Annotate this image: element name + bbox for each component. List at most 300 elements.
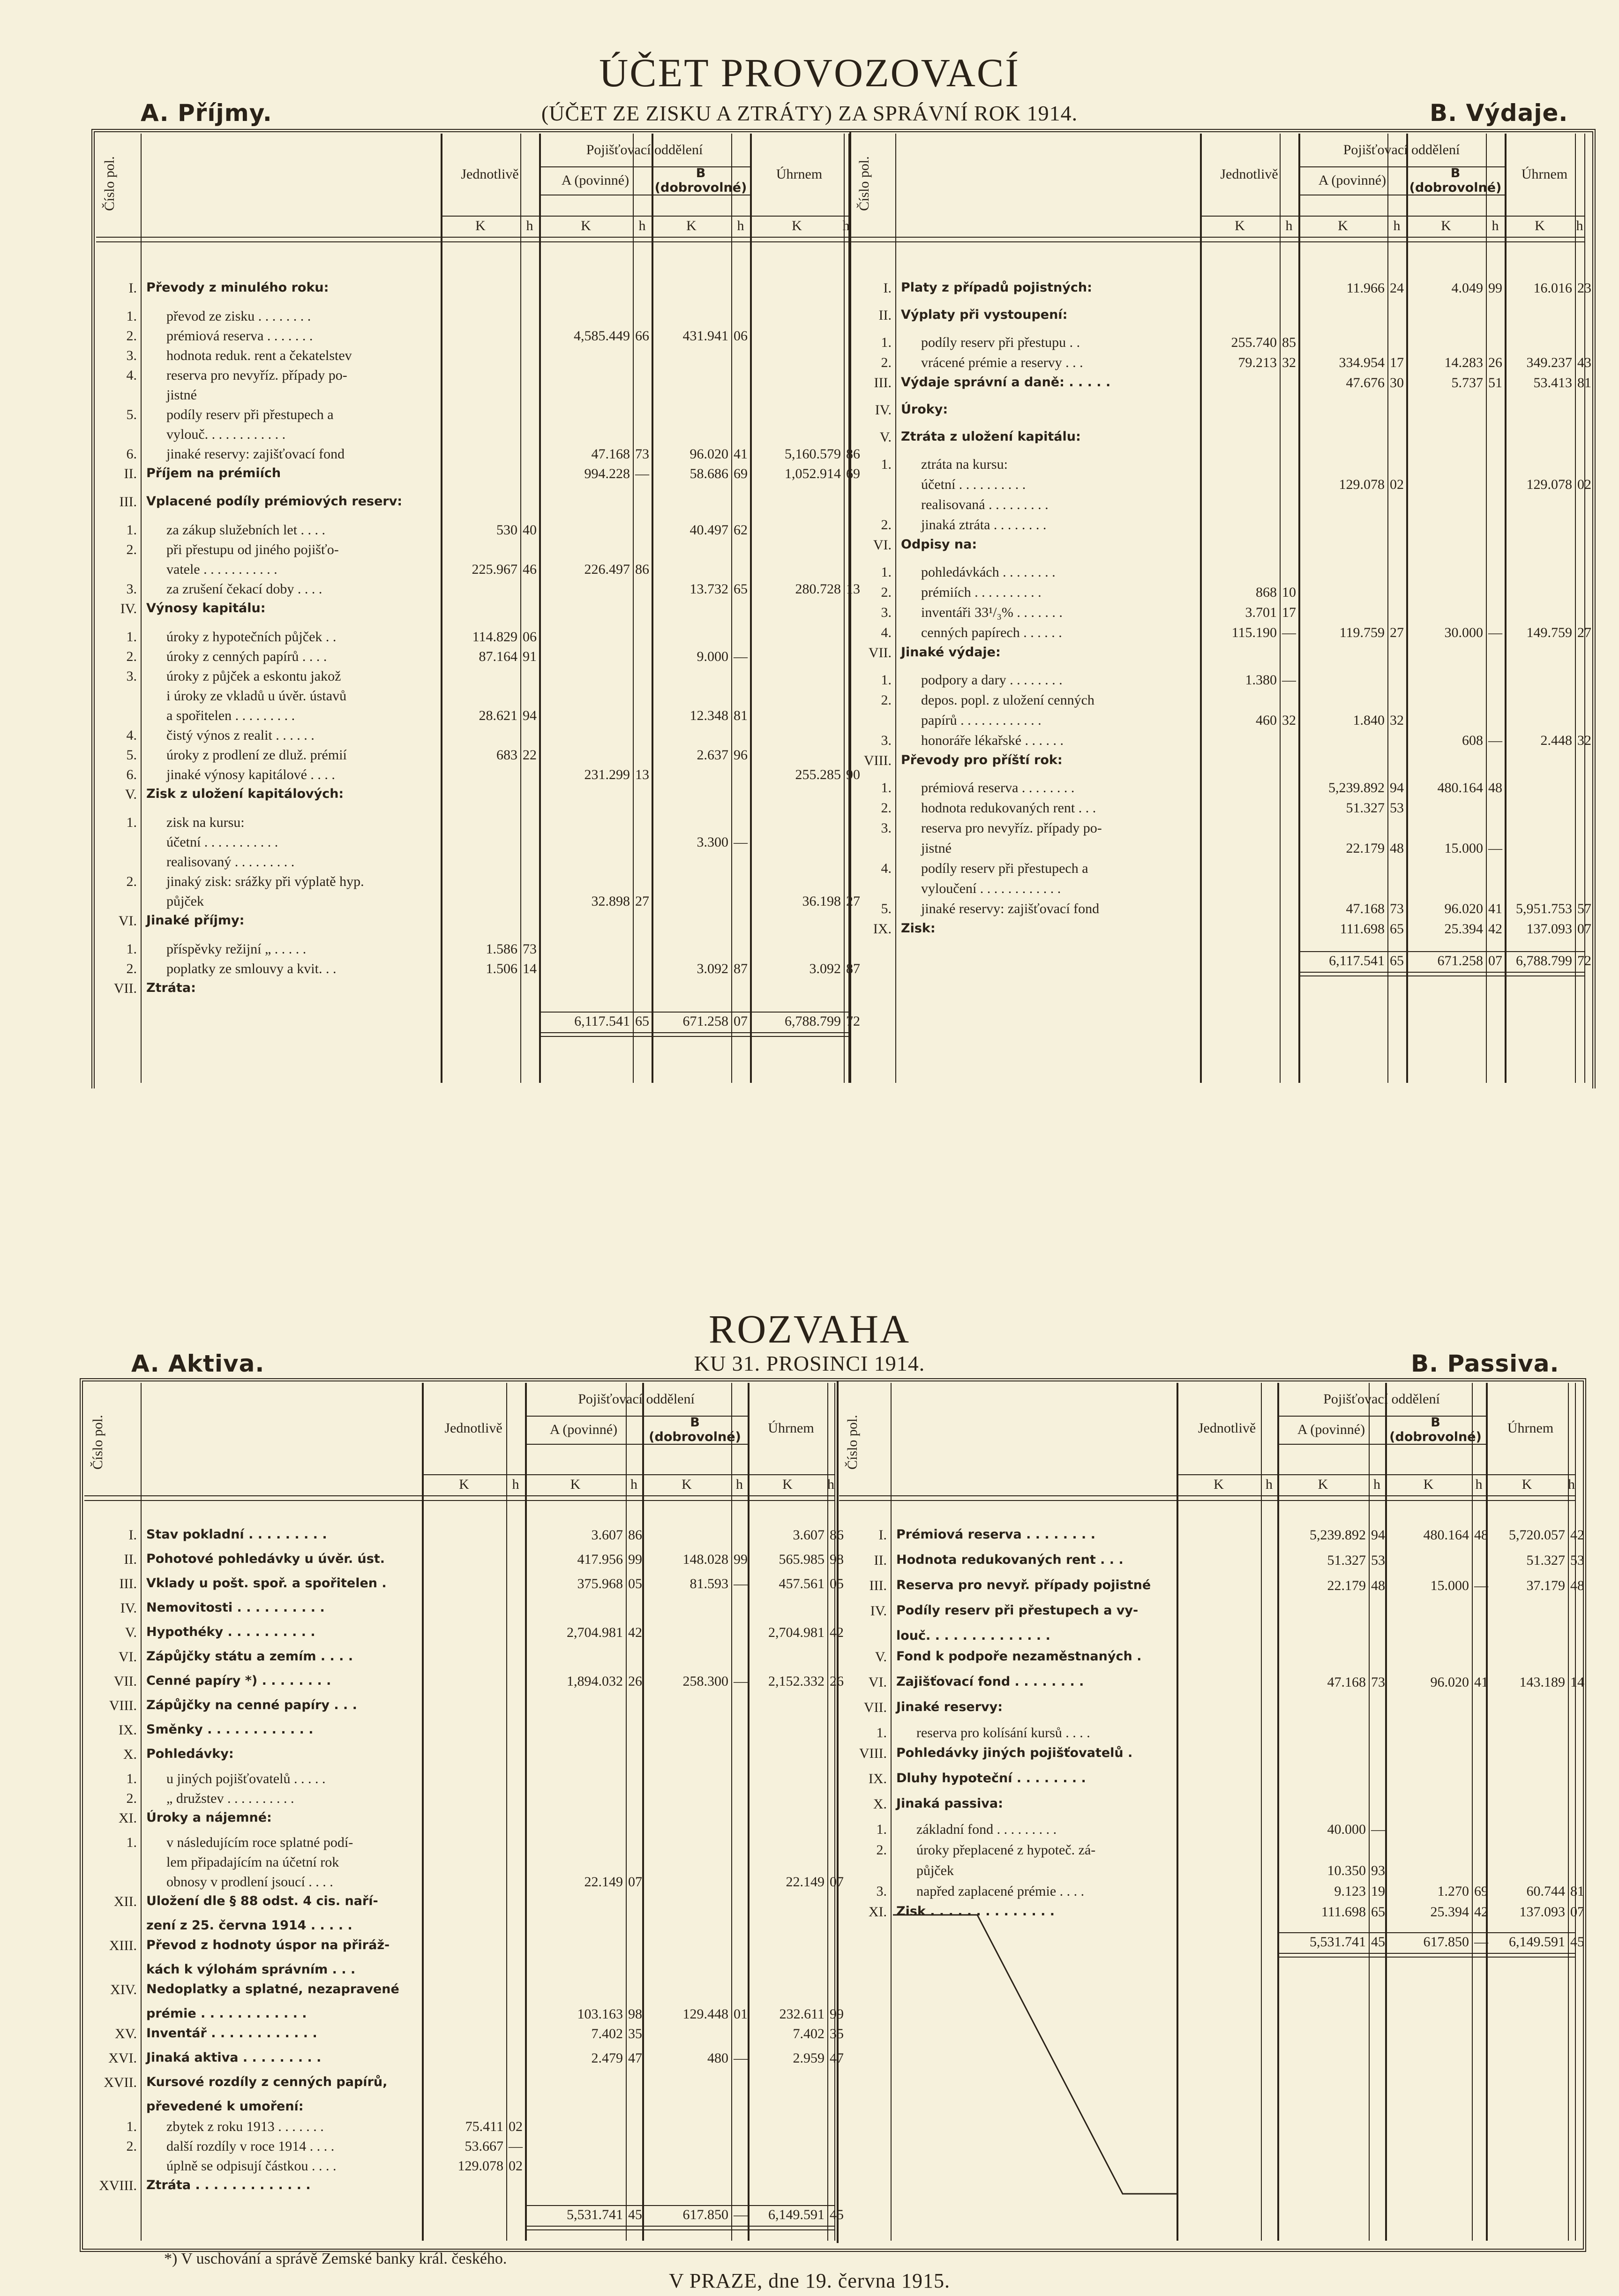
aktiva-row-no: 1.	[126, 1771, 137, 1786]
vydaje-amount-h: 17	[1390, 355, 1404, 370]
aktiva-amount-k: 2,704.981	[567, 1625, 623, 1640]
vydaje-row-label: účetní . . . . . . . . . .	[921, 477, 1026, 492]
vydaje-row-label: Platy z případů pojistných:	[901, 280, 1092, 295]
passiva-col-divider	[1575, 1383, 1576, 2241]
vydaje-amount-k: 1.380	[1245, 672, 1277, 688]
prijmy-amount-k: 47.168	[591, 446, 630, 462]
prijmy-k-head: K	[686, 218, 697, 234]
vydaje-k-head: K	[1235, 218, 1245, 234]
aktiva-col-divider	[525, 1383, 527, 2241]
aktiva-col-cislo: Číslo pol.	[90, 1415, 105, 1470]
aktiva-amount-h: 99	[734, 1552, 748, 1567]
prijmy-col-divider	[633, 134, 634, 1083]
prijmy-amount-h: 13	[635, 767, 649, 782]
aktiva-row-no: XII.	[113, 1894, 137, 1909]
vydaje-amount-h: 48	[1488, 780, 1502, 795]
aktiva-row-no: III.	[119, 1576, 137, 1591]
prijmy-amount-h: 27	[635, 893, 649, 909]
prijmy-row-label: půjček	[166, 893, 204, 909]
vydaje-row-no: VII.	[868, 645, 892, 660]
passiva-amount-h: 94	[1371, 1527, 1385, 1543]
aktiva-amount-h: 02	[509, 2119, 523, 2134]
vydaje-amount-h: 85	[1282, 335, 1296, 350]
vydaje-amount-k: 608	[1462, 733, 1483, 748]
prijmy-row-no: 1.	[126, 629, 137, 645]
passiva-amount-k: 40.000	[1327, 1822, 1366, 1837]
aktiva-amount-h: 07	[628, 1874, 642, 1890]
vydaje-col-divider	[1406, 134, 1408, 1083]
aktiva-row-no: IX.	[118, 1722, 137, 1738]
vydaje-amount-k: 16.016	[1533, 280, 1572, 296]
vydaje-amount-h: 65	[1390, 921, 1404, 937]
passiva-amount-k: 15.000	[1430, 1578, 1469, 1593]
prijmy-amount-k: 255.285	[795, 767, 841, 782]
passiva-amount-h: 93	[1371, 1863, 1385, 1878]
passiva-k-head: K	[1318, 1477, 1328, 1493]
passiva-row-no: 1.	[876, 1725, 887, 1741]
aktiva-amount-k: 81.593	[690, 1576, 728, 1591]
prijmy-k-head: K	[475, 218, 486, 234]
vydaje-amount-h: 27	[1577, 625, 1591, 640]
aktiva-row-label: Ztráta . . . . . . . . . . . . .	[146, 2178, 311, 2192]
vydaje-amount-h: 51	[1488, 375, 1502, 390]
prijmy-col-divider	[652, 134, 653, 1083]
aktiva-amount-h: 42	[628, 1625, 642, 1640]
rozvaha-center-divider	[837, 1381, 839, 2243]
vydaje-amount-h: 07	[1577, 921, 1591, 937]
prijmy-col-divider	[441, 134, 442, 1083]
prijmy-row-no: 2.	[126, 542, 137, 557]
prijmy-col-divider	[750, 134, 752, 1083]
passiva-amount-k: 96.020	[1430, 1674, 1469, 1690]
prijmy-row-label: účetní . . . . . . . . . . .	[166, 834, 278, 850]
aktiva-col-divider	[422, 1383, 424, 2241]
vydaje-row-no: I.	[883, 280, 892, 296]
aktiva-row-label: Inventář . . . . . . . . . . . .	[146, 2026, 317, 2041]
prijmy-row-label: Ztráta:	[146, 981, 196, 995]
prijmy-row-label: úroky z prodlení ze dluž. prémií	[166, 747, 347, 763]
prijmy-amount-k: 225.967	[472, 562, 517, 577]
aktiva-row-label: Nedoplatky a splatné, nezapravené	[146, 1982, 399, 1996]
aktiva-row-no: II.	[124, 1552, 137, 1567]
prijmy-row-no: III.	[119, 494, 137, 510]
aktiva-amount-h: 45	[830, 2207, 844, 2222]
aktiva-amount-k: 6,149.591	[768, 2207, 824, 2222]
prijmy-row-no: 1.	[126, 941, 137, 957]
vydaje-amount-h: —	[1488, 733, 1502, 748]
vydaje-amount-k: 480.164	[1437, 780, 1483, 795]
aktiva-row-label: úplně se odpisují částkou . . . .	[166, 2158, 337, 2174]
prijmy-row-no: 5.	[126, 747, 137, 763]
passiva-row-label: Podíly reserv při přestupech a vy-	[896, 1603, 1139, 1618]
vydaje-row-no: 1.	[881, 564, 892, 580]
vydaje-row-label: reserva pro nevyříz. případy po-	[921, 820, 1102, 836]
aktiva-amount-k: 2,704.981	[768, 1625, 824, 1640]
vydaje-amount-h: 17	[1282, 605, 1296, 620]
prijmy-row-label: Vplacené podíly prémiových reserv:	[146, 494, 403, 509]
prijmy-col-a: A (povinné)	[561, 172, 630, 188]
vydaje-amount-k: 2.448	[1540, 733, 1572, 748]
prijmy-row-label: úroky z hypotečních půjček . .	[166, 629, 337, 645]
aktiva-amount-h: 99	[830, 2006, 844, 2022]
vydaje-row-no: 2.	[881, 585, 892, 600]
aktiva-row-label: převedené k umoření:	[146, 2099, 304, 2114]
passiva-amount-h: 48	[1570, 1578, 1584, 1593]
prijmy-row-label: realisovaný . . . . . . . . .	[166, 854, 295, 870]
vydaje-col-a: A (povinné)	[1318, 172, 1387, 188]
passiva-row-label: reserva pro kolísání kursů . . . .	[916, 1725, 1090, 1741]
prijmy-row-no: VI.	[118, 913, 137, 929]
vydaje-amount-k: 11.966	[1346, 280, 1385, 296]
prijmy-row-no: 2.	[126, 961, 137, 976]
prijmy-amount-k: 6,788.799	[785, 1013, 841, 1029]
vydaje-row-label: Ztráta z uložení kapitálu:	[901, 429, 1081, 444]
aktiva-row-label: Hypothéky . . . . . . . . . .	[146, 1625, 315, 1639]
aktiva-row-label: Převod z hodnoty úspor na přiráž-	[146, 1938, 390, 1952]
aktiva-amount-k: 480	[707, 2050, 728, 2066]
aktiva-row-label: Jinaká aktiva . . . . . . . . .	[146, 2050, 322, 2065]
vydaje-row-label: inventáři 33¹/₃% . . . . . . .	[921, 605, 1063, 620]
aktiva-col-jednotlive: Jednotlivě	[444, 1420, 502, 1436]
prijmy-row-label: reserva pro nevyříz. případy po-	[166, 368, 347, 383]
prijmy-amount-k: 28.621	[479, 708, 517, 723]
aktiva-row-label: Pohotové pohledávky u úvěr. úst.	[146, 1552, 385, 1566]
prijmy-row-no: IV.	[120, 601, 137, 616]
aktiva-row-label: Zápůjčky na cenné papíry . . .	[146, 1698, 357, 1712]
aktiva-col-divider	[731, 1383, 732, 2241]
passiva-amount-h: —	[1474, 1578, 1488, 1593]
prijmy-row-no: 1.	[126, 308, 137, 324]
aktiva-row-label: Nemovitosti . . . . . . . . . .	[146, 1600, 325, 1615]
aktiva-row-no: VII.	[113, 1673, 137, 1689]
aktiva-k-head: K	[782, 1477, 793, 1493]
vydaje-amount-h: —	[1282, 625, 1296, 640]
vydaje-row-no: 1.	[881, 457, 892, 472]
prijmy-amount-k: 3.092	[809, 961, 841, 976]
vydaje-amount-h: 10	[1282, 585, 1296, 600]
prijmy-row-label: Jinaké příjmy:	[146, 913, 245, 928]
prijmy-row-label: vylouč. . . . . . . . . . . .	[166, 427, 286, 442]
aktiva-row-no: VI.	[118, 1649, 137, 1665]
prijmy-k-head: K	[792, 218, 802, 234]
passiva-h-head: h	[1373, 1477, 1380, 1493]
vydaje-header-rule	[851, 237, 1584, 238]
aktiva-amount-h: 47	[830, 2050, 844, 2066]
vydaje-row-label: hodnota redukovaných rent . . .	[921, 800, 1096, 816]
vydaje-col-divider	[1298, 134, 1300, 1083]
vydaje-row-label: prémiová reserva . . . . . . . .	[921, 780, 1075, 795]
passiva-amount-k: 25.394	[1430, 1904, 1469, 1920]
aktiva-amount-k: 617.850	[682, 2207, 728, 2222]
passiva-amount-k: 137.093	[1519, 1904, 1565, 1920]
passiva-amount-h: 42	[1474, 1904, 1488, 1920]
prijmy-amount-k: 9.000	[697, 649, 728, 664]
prijmy-row-label: za zákup služebních let . . . .	[166, 522, 326, 538]
vydaje-amount-h: 41	[1488, 901, 1502, 916]
passiva-amount-h: 65	[1371, 1904, 1385, 1920]
passiva-row-label: Prémiová reserva . . . . . . . .	[896, 1527, 1095, 1542]
passiva-col-divider	[1369, 1383, 1370, 2241]
prijmy-row-no: 4.	[126, 368, 137, 383]
prijmy-amount-h: 94	[523, 708, 537, 723]
passiva-k-head: K	[1214, 1477, 1224, 1493]
aktiva-col-divider	[141, 1383, 142, 2241]
aktiva-col-divider	[506, 1383, 507, 2241]
vydaje-amount-h: 32	[1282, 355, 1296, 370]
aktiva-amount-h: 86	[628, 1527, 642, 1543]
vydaje-amount-h: 42	[1488, 921, 1502, 937]
vydaje-col-divider	[1505, 134, 1507, 1083]
vydaje-amount-k: 460	[1256, 713, 1277, 728]
vydaje-h-head: h	[1576, 218, 1583, 234]
vydaje-row-label: Výdaje správní a daně: . . . . .	[901, 375, 1111, 390]
passiva-heading: B. Passiva.	[1411, 1350, 1559, 1377]
passiva-amount-k: 480.164	[1423, 1527, 1469, 1543]
prijmy-row-no: 5.	[126, 407, 137, 422]
prijmy-amount-h: 27	[846, 893, 860, 909]
passiva-row-label: Dluhy hypoteční . . . . . . . .	[896, 1771, 1086, 1786]
vydaje-row-label: Úroky:	[901, 402, 948, 417]
vydaje-amount-h: 32	[1390, 713, 1404, 728]
vydaje-col-divider	[1486, 134, 1487, 1083]
prijmy-col-jednotlive: Jednotlivě	[461, 166, 519, 182]
vydaje-amount-k: 6,788.799	[1516, 953, 1572, 968]
prijmy-amount-h: 66	[635, 328, 649, 344]
passiva-amount-k: 617.850	[1423, 1934, 1469, 1950]
vydaje-row-label: podíly reserv při přestupech a	[921, 861, 1088, 876]
vydaje-amount-h: 81	[1577, 375, 1591, 390]
prijmy-row-label: převod ze zisku . . . . . . . .	[166, 308, 311, 324]
aktiva-amount-k: 2,152.332	[768, 1673, 824, 1689]
place-date: V PRAZE, dne 19. června 1915.	[668, 2269, 951, 2292]
prijmy-col-uhrnem: Úhrnem	[776, 166, 823, 182]
aktiva-heading: A. Aktiva.	[131, 1350, 265, 1377]
aktiva-amount-k: 375.968	[577, 1576, 623, 1591]
prijmy-total-rule	[539, 1012, 848, 1013]
vydaje-amount-h: 73	[1390, 901, 1404, 916]
passiva-row-no: I.	[878, 1527, 887, 1543]
aktiva-col-a: A (povinné)	[549, 1421, 618, 1437]
vydaje-row-label: podpory a dary . . . . . . . .	[921, 672, 1063, 688]
passiva-amount-h: 81	[1570, 1883, 1584, 1899]
prijmy-amount-h: 14	[523, 961, 537, 976]
vydaje-row-label: papírů . . . . . . . . . . . .	[921, 713, 1042, 728]
passiva-amount-h: —	[1371, 1822, 1385, 1837]
vydaje-amount-h: 65	[1390, 953, 1404, 968]
aktiva-row-no: 2.	[126, 1791, 137, 1806]
aktiva-row-no: XVIII.	[99, 2178, 137, 2193]
vydaje-row-no: 2.	[881, 517, 892, 533]
aktiva-col-divider	[626, 1383, 627, 2241]
vydaje-row-no: 3.	[881, 733, 892, 748]
vydaje-amount-k: 111.698	[1340, 921, 1385, 937]
passiva-row-label: louč. . . . . . . . . . . . . .	[896, 1628, 1050, 1643]
aktiva-amount-k: 7.402	[793, 2026, 824, 2041]
vydaje-row-label: Zisk:	[901, 921, 936, 936]
passiva-row-label: Pohledávky jiných pojišťovatelů .	[896, 1746, 1133, 1760]
passiva-amount-h: 53	[1371, 1553, 1385, 1568]
vydaje-total-rule	[1298, 972, 1584, 973]
passiva-row-no: IV.	[870, 1603, 887, 1619]
aktiva-amount-k: 3.607	[591, 1527, 623, 1543]
aktiva-row-label: Uložení dle § 88 odst. 4 cis. naří-	[146, 1894, 378, 1908]
aktiva-amount-h: 35	[628, 2026, 642, 2041]
passiva-amount-k: 51.327	[1327, 1553, 1366, 1568]
vydaje-amount-k: 334.954	[1339, 355, 1385, 370]
vydaje-amount-h: 72	[1577, 953, 1591, 968]
vydaje-row-no: VIII.	[863, 753, 892, 768]
vydaje-row-no: III.	[874, 375, 892, 390]
prijmy-amount-h: 90	[846, 767, 860, 782]
ucet-title: ÚČET PROVOZOVACÍ	[599, 50, 1020, 95]
prijmy-amount-k: 683	[496, 747, 517, 763]
aktiva-total-rule	[525, 2205, 834, 2206]
prijmy-amount-k: 114.829	[472, 629, 517, 645]
vydaje-amount-k: 868	[1256, 585, 1277, 600]
vydaje-amount-h: —	[1282, 672, 1296, 688]
vydaje-row-no: 2.	[881, 355, 892, 370]
vydaje-amount-k: 25.394	[1444, 921, 1483, 937]
prijmy-amount-k: 530	[496, 522, 517, 538]
vydaje-amount-h: 48	[1390, 840, 1404, 856]
passiva-row-no: X.	[873, 1796, 887, 1812]
vydaje-h-head: h	[1393, 218, 1401, 234]
prijmy-col-divider	[141, 134, 142, 1083]
passiva-amount-h: 14	[1570, 1674, 1584, 1690]
passiva-col-divider	[1472, 1383, 1473, 2241]
passiva-col-cislo: Číslo pol.	[845, 1415, 860, 1470]
passiva-col-divider	[1261, 1383, 1262, 2241]
vydaje-row-label: Odpisy na:	[901, 537, 977, 552]
vydaje-amount-k: 5,951.753	[1516, 901, 1572, 916]
vydaje-h-head: h	[1285, 218, 1293, 234]
vydaje-amount-k: 349.237	[1526, 355, 1572, 370]
passiva-col-divider	[1486, 1383, 1488, 2241]
passiva-row-label: základní fond . . . . . . . . .	[916, 1822, 1057, 1837]
aktiva-k-head: K	[459, 1477, 469, 1493]
aktiva-row-label: Vklady u pošt. spoř. a spořitelen .	[146, 1576, 387, 1591]
passiva-amount-k: 37.179	[1526, 1578, 1565, 1593]
vydaje-row-no: 1.	[881, 672, 892, 688]
prijmy-row-no: 2.	[126, 874, 137, 889]
aktiva-row-label: Stav pokladní . . . . . . . . .	[146, 1527, 327, 1542]
prijmy-row-no: 3.	[126, 348, 137, 363]
vydaje-row-no: 4.	[881, 861, 892, 876]
prijmy-row-no: 2.	[126, 649, 137, 664]
aktiva-amount-k: 3.607	[793, 1527, 824, 1543]
vydaje-row-label: jinaká ztráta . . . . . . . .	[921, 517, 1047, 533]
vydaje-k-head: K	[1535, 218, 1545, 234]
vydaje-amount-k: 149.759	[1526, 625, 1572, 640]
prijmy-row-label: i úroky ze vkladů u úvěr. ústavů	[166, 688, 347, 704]
prijmy-col-b: B (dobrovolné)	[654, 165, 747, 195]
prijmy-amount-h: 91	[523, 649, 537, 664]
vydaje-amount-k: 115.190	[1231, 625, 1277, 640]
passiva-col-divider	[1177, 1383, 1178, 2241]
passiva-amount-k: 10.350	[1327, 1863, 1366, 1878]
passiva-row-label: Reserva pro nevyř. případy pojistné	[896, 1578, 1151, 1592]
prijmy-amount-h: 73	[635, 446, 649, 462]
aktiva-row-no: XVII.	[104, 2075, 137, 2090]
vydaje-amount-k: 53.413	[1533, 375, 1572, 390]
prijmy-amount-k: 3.092	[697, 961, 728, 976]
passiva-amount-k: 5,720.057	[1509, 1527, 1565, 1543]
vydaje-col-divider	[895, 134, 896, 1083]
prijmy-row-label: a spořitelen . . . . . . . . .	[166, 708, 295, 723]
aktiva-amount-k: 5,531.741	[567, 2207, 623, 2222]
aktiva-amount-h: —	[734, 2207, 748, 2222]
prijmy-amount-h: 41	[734, 446, 748, 462]
aktiva-row-label: v následujícím roce splatné podí-	[166, 1835, 353, 1850]
prijmy-amount-h: 06	[734, 328, 748, 344]
aktiva-row-no: XI.	[118, 1810, 137, 1826]
passiva-amount-h: 69	[1474, 1883, 1488, 1899]
vydaje-amount-k: 5,239.892	[1328, 780, 1385, 795]
vydaje-amount-h: 23	[1577, 280, 1591, 296]
prijmy-h-head: h	[842, 218, 850, 234]
rozvaha-subtitle: KU 31. PROSINCI 1914.	[694, 1351, 925, 1375]
vydaje-k-head: K	[1338, 218, 1348, 234]
prijmy-row-label: čistý výnos z realit . . . . . .	[166, 728, 315, 743]
aktiva-amount-k: 22.149	[786, 1874, 824, 1890]
prijmy-amount-h: 65	[734, 581, 748, 597]
aktiva-header-rule	[84, 1500, 834, 1501]
vydaje-row-label: jistné	[921, 840, 952, 856]
vydaje-amount-h: 94	[1390, 780, 1404, 795]
aktiva-amount-h: 05	[830, 1576, 844, 1591]
aktiva-h-head: h	[736, 1477, 743, 1493]
aktiva-col-pojist: Pojišťovací oddělení	[578, 1391, 695, 1407]
vydaje-row-no: 5.	[881, 901, 892, 916]
vydaje-amount-h: 53	[1390, 800, 1404, 816]
aktiva-row-no: X.	[123, 1747, 137, 1762]
vydaje-total-rule	[1298, 975, 1584, 976]
aktiva-amount-h: 01	[734, 2006, 748, 2022]
passiva-col-b: B (dobrovolné)	[1389, 1415, 1482, 1444]
ucet-subtitle: (ÚČET ZE ZISKU A ZTRÁTY) ZA SPRÁVNÍ ROK 1914.	[541, 101, 1078, 125]
passiva-row-label: úroky přeplacené z hypoteč. zá-	[916, 1842, 1096, 1858]
rozvaha-title: ROZVAHA	[708, 1306, 911, 1351]
prijmy-row-no: 4.	[126, 728, 137, 743]
prijmy-row-no: 1.	[126, 522, 137, 538]
prijmy-amount-h: —	[734, 649, 748, 664]
aktiva-row-label: Směnky . . . . . . . . . . . .	[146, 1722, 314, 1737]
prijmy-row-no: II.	[124, 466, 137, 481]
prijmy-row-label: jinaké reservy: zajišťovací fond	[166, 446, 345, 462]
aktiva-row-label: Pohledávky:	[146, 1747, 234, 1761]
aktiva-amount-h: —	[734, 1576, 748, 1591]
passiva-col-uhrnem: Úhrnem	[1507, 1420, 1554, 1436]
vydaje-amount-h: 02	[1577, 477, 1591, 492]
aktiva-amount-h: 86	[830, 1527, 844, 1543]
prijmy-amount-k: 1.586	[486, 941, 517, 957]
aktiva-row-no: 1.	[126, 2119, 137, 2134]
prijmy-row-no: V.	[125, 787, 137, 802]
aktiva-amount-k: 417.956	[577, 1552, 623, 1567]
vydaje-col-uhrnem: Úhrnem	[1521, 166, 1568, 182]
aktiva-row-no: XIII.	[109, 1938, 137, 1953]
aktiva-row-no: XIV.	[110, 1982, 137, 1997]
aktiva-col-divider	[827, 1383, 828, 2241]
aktiva-row-label: lem připadajícím na účetní rok	[166, 1854, 339, 1870]
vydaje-amount-k: 14.283	[1444, 355, 1483, 370]
vydaje-row-no: 1.	[881, 780, 892, 795]
vydaje-row-label: Jinaké výdaje:	[901, 645, 1001, 660]
aktiva-col-divider	[834, 1383, 835, 2241]
passiva-amount-k: 47.168	[1327, 1674, 1366, 1690]
vydaje-amount-k: 129.078	[1339, 477, 1385, 492]
prijmy-row-label: jistné	[166, 387, 197, 403]
